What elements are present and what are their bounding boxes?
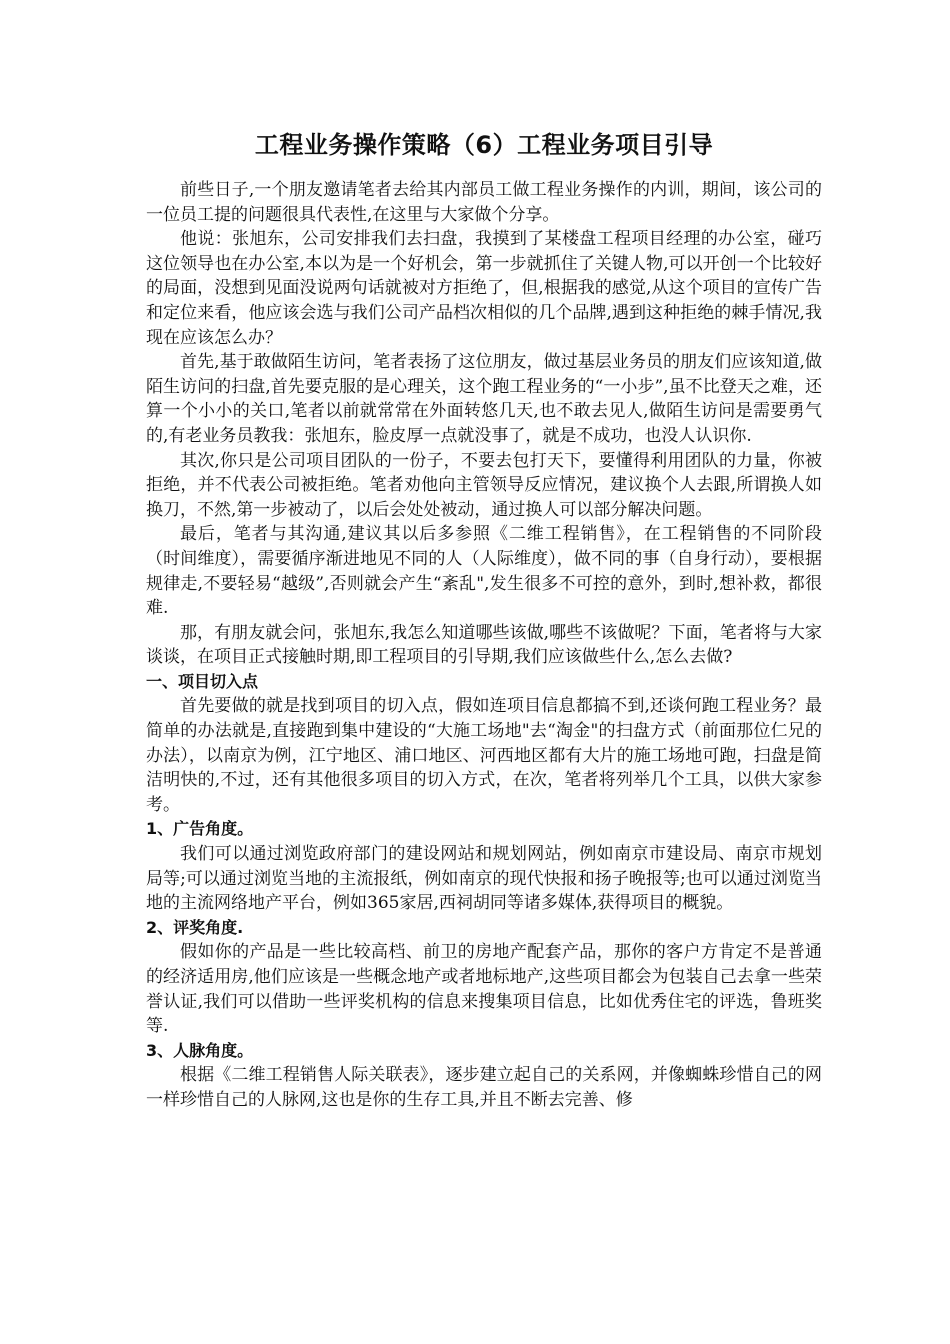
section-paragraph: 根据《二维工程销售人际关联表》，逐步建立起自己的关系网，并像蜘蛛珍惜自己的网一样珍惜自己的人脉网,这也是你的生存工具,并且不断去完善、修: [146, 1065, 822, 1110]
section-project-entry: [146, 670, 822, 818]
section-heading: 3、人脉角度。: [146, 1040, 254, 1060]
section-paragraph: 我们可以通过浏览政府部门的建设网站和规划网站，例如南京市建设局、南京市规划局等;可以通过浏览当地的主流报纸，例如南京的现代快报和扬子晚报等;也可以通过浏览当地的主流网络地产平台，例如365家居,西祠胡同等诸多媒体,获得项目的概貌。: [146, 844, 822, 914]
section-heading: 2、评奖角度.: [146, 917, 244, 937]
intro-paragraph-3: 首先,基于敢做陌生访问，笔者表扬了这位朋友，做过基层业务员的朋友们应该知道,做陌生访问的扫盘,首先要克服的是心理关，这个跑工程业务的“一小步”,虽不比登天之难，还算一个小小的关口,笔者以前就常常在外面转悠几天,也不敢去见人,做陌生访问是需要勇气的,有老业务员教我：张旭东，脸皮厚一点就没事了，就是不成功，也没人认识你.: [146, 352, 822, 446]
section-heading: 1、广告角度。: [146, 819, 254, 839]
intro-paragraph-1: 前些日子,一个朋友邀请笔者去给其内部员工做工程业务操作的内训，期间，该公司的一位员工提的问题很具代表性,在这里与大家做个分享。: [146, 180, 822, 225]
section-heading: 一、项目切入点: [146, 671, 259, 691]
section-awards: [146, 916, 822, 1039]
section-advertising: [146, 817, 822, 915]
intro-paragraph-6: 那，有朋友就会问，张旭东,我怎么知道哪些该做,哪些不该做呢？下面，笔者将与大家谈谈，在项目正式接触时期,即工程项目的引导期,我们应该做些什么,怎么去做?: [146, 622, 822, 668]
intro-paragraph-4: 其次,你只是公司项目团队的一份子，不要去包打天下，要懂得利用团队的力量，你被拒绝，并不代表公司被拒绝。笔者劝他向主管领导反应情况，建议换个人去跟,所谓换人如换刀，不然,第一步被动了，以后会处处被动，通过换人可以部分解决问题。: [146, 450, 822, 520]
section-network: [146, 1039, 822, 1113]
document-page: [146, 128, 822, 1113]
section-paragraph: 假如你的产品是一些比较高档、前卫的房地产配套产品，那你的客户方肯定不是普通的经济适用房,他们应该是一些概念地产或者地标地产,这些项目都会为包装自己去拿一些荣誉认证,我们可以借助一些评奖机构的信息来搜集项目信息，比如优秀住宅的评选，鲁班奖等.: [146, 942, 822, 1037]
intro-paragraph-5: 最后，笔者与其沟通,建议其以后多参照《二维工程销售》，在工程销售的不同阶段（时间维度），需要循序渐进地见不同的人（人际维度），做不同的事（自身行动），要根据规律走,不要轻易“越级”,否则就会产生“紊乱",发生很多不可控的意外，到时,想补救，都很难.: [146, 524, 822, 619]
document-title: 工程业务操作策略（6）工程业务项目引导: [254, 131, 714, 159]
intro-paragraph-2: 他说：张旭东，公司安排我们去扫盘，我摸到了某楼盘工程项目经理的办公室，碰巧这位领导也在办公室,本以为是一个好机会，第一步就抓住了关键人物,可以开创一个比较好的局面，没想到见面没说两句话就被对方拒绝了，但,根据我的感觉,从这个项目的宣传广告和定位来看，他应该会选与我们公司产品档次相似的几个品牌,遇到这种拒绝的棘手情况,我现在应该怎么办？: [146, 229, 822, 348]
section-paragraph: 首先要做的就是找到项目的切入点，假如连项目信息都搞不到,还谈何跑工程业务？最简单的办法就是,直接跑到集中建设的“大施工场地"去“淘金"的扫盘方式（前面那位仁兄的办法），以南京为例，江宁地区、浦口地区、河西地区都有大片的施工场地可跑，扫盘是简洁明快的,不过，还有其他很多项目的切入方式，在次，笔者将列举几个工具，以供大家参考。: [146, 696, 822, 815]
